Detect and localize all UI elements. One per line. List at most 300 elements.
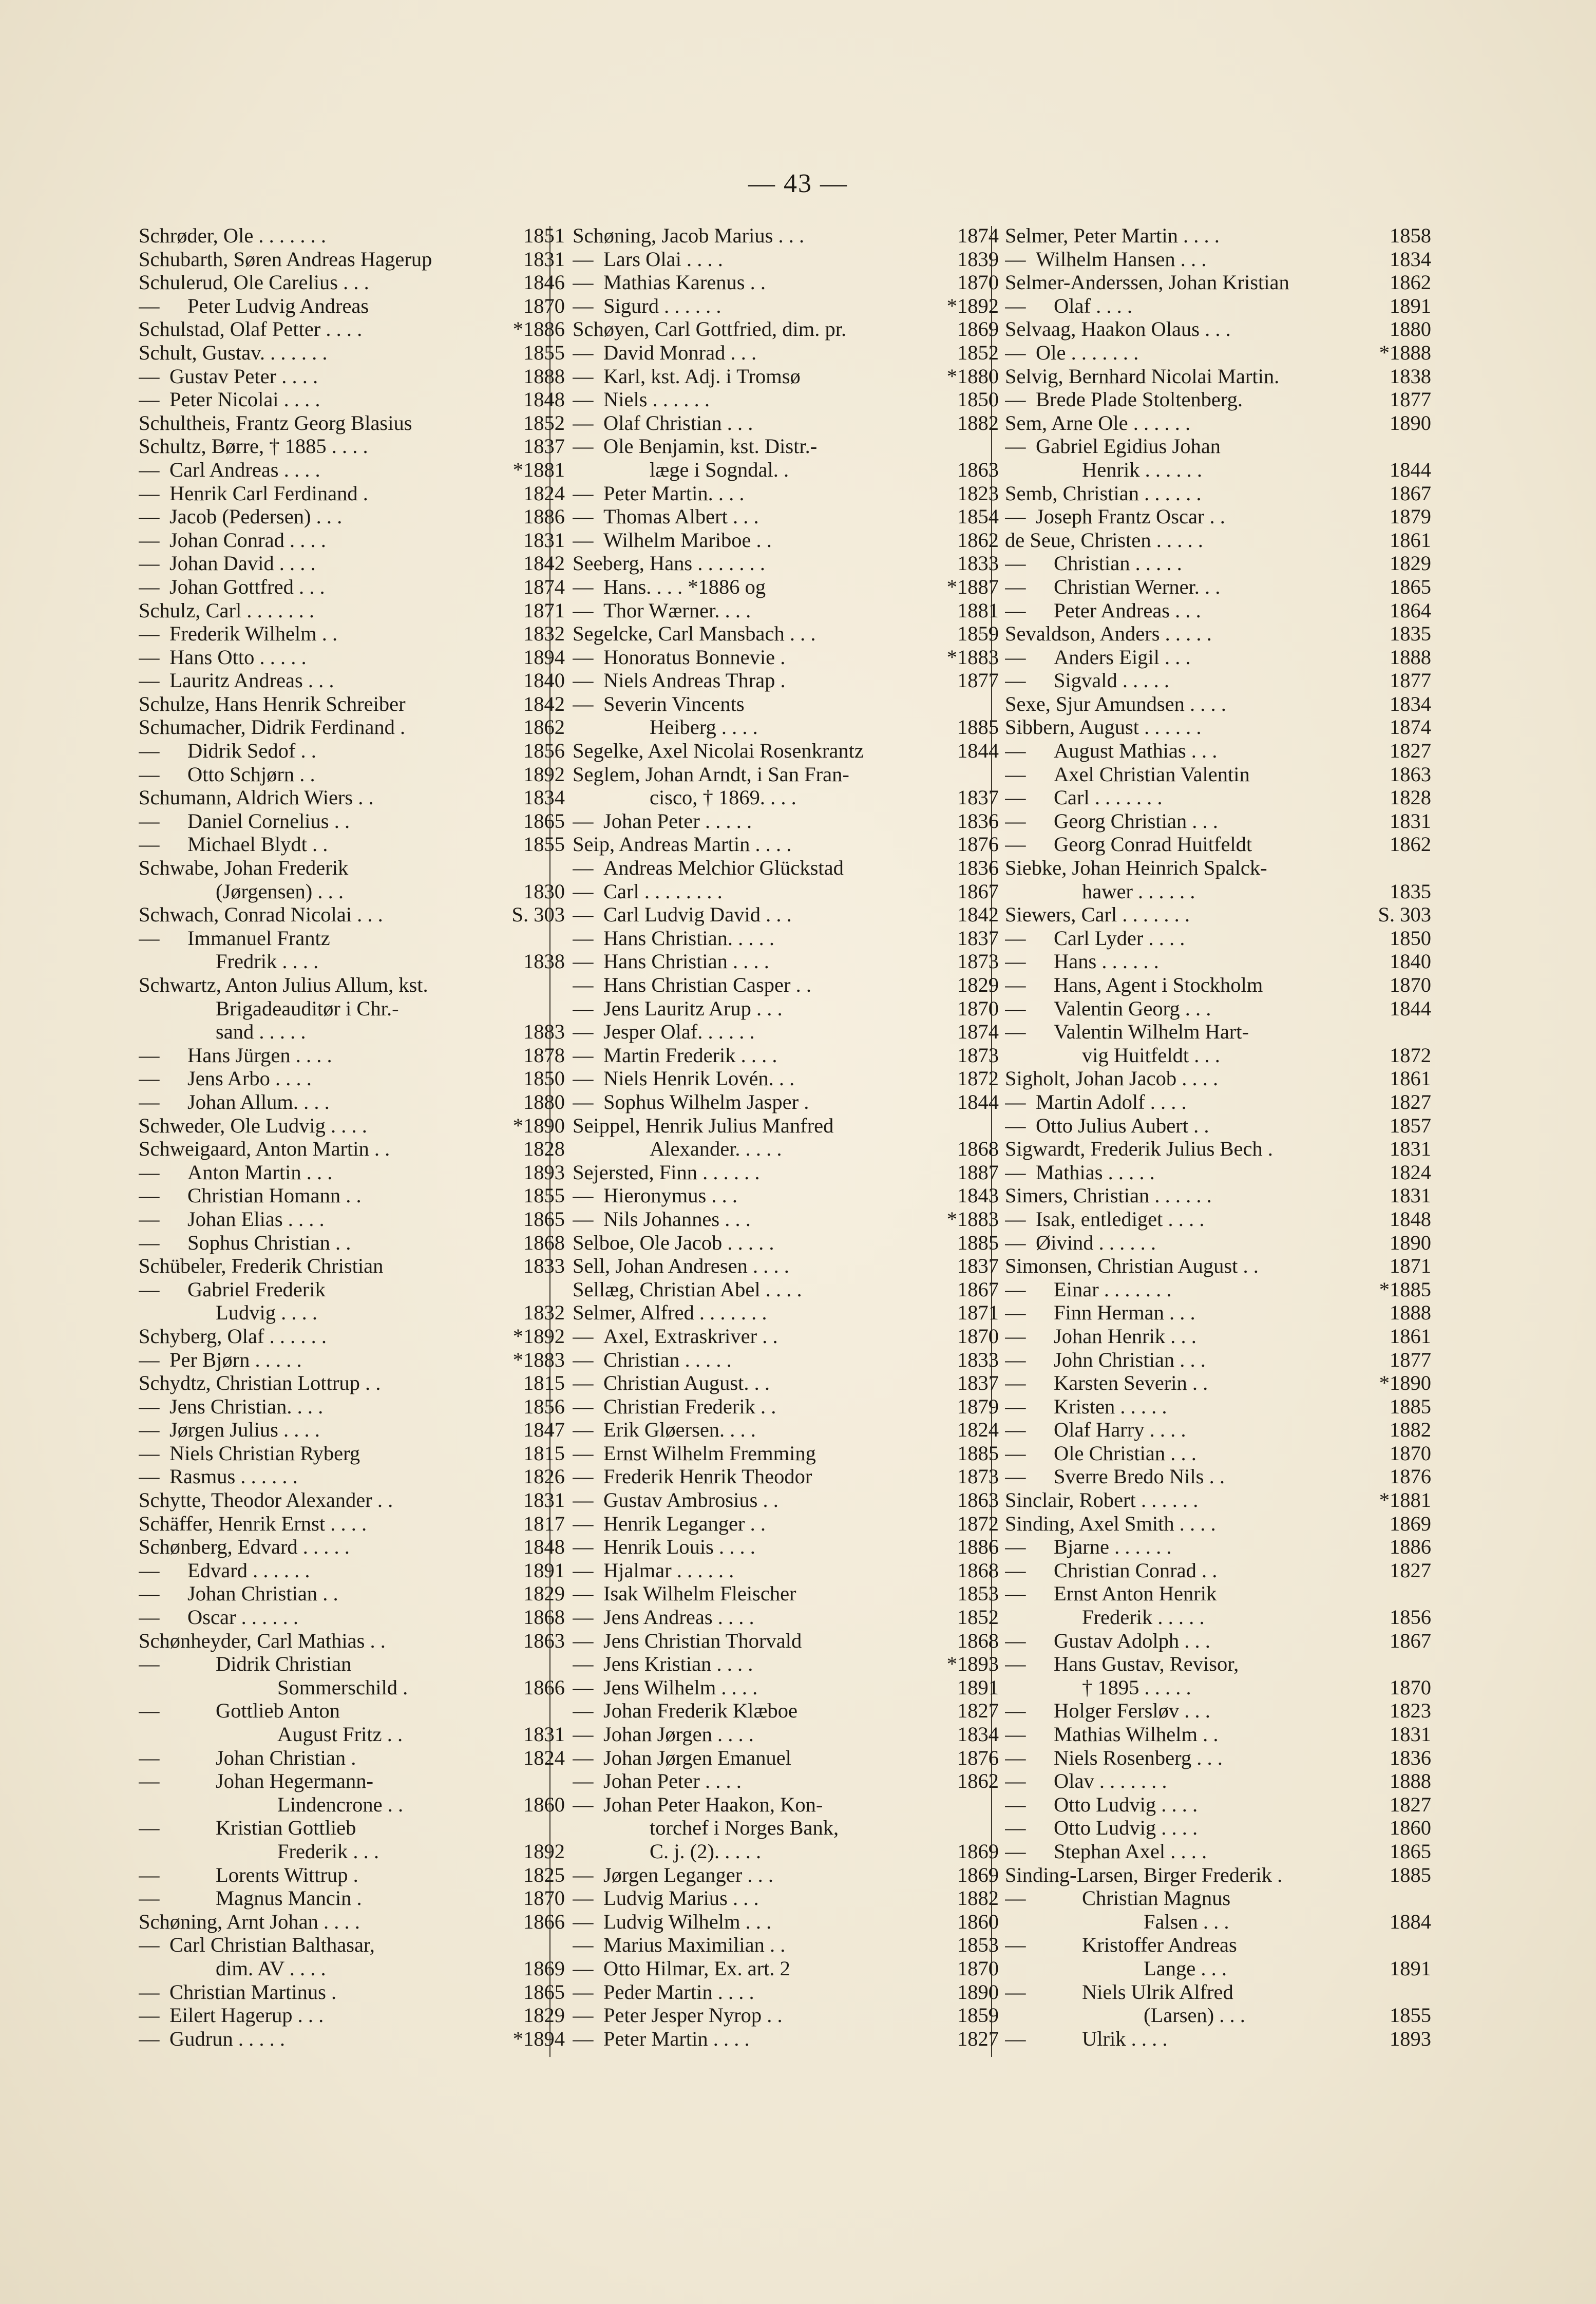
entry-year: 1882 <box>957 1886 999 1910</box>
ditto-dash <box>573 505 603 528</box>
entry-year: *1885 <box>1379 1277 1431 1301</box>
entry-name: Sigwardt, Frederik Julius Bech . <box>1005 1137 1273 1161</box>
index-entry <box>1005 341 1431 365</box>
index-entry <box>139 1980 565 2004</box>
entry-name: Georg Conrad Huitfeldt <box>1054 833 1252 856</box>
ditto-dash <box>1005 927 1054 950</box>
index-entry <box>573 458 999 482</box>
entry-year: *1883 <box>512 1348 565 1371</box>
index-entry <box>1005 1606 1431 1629</box>
entry-year: 1870 <box>1390 973 1431 996</box>
entry-name: Gudrun . . . . . <box>169 2027 285 2050</box>
entry-name: Schytte, Theodor Alexander . . <box>139 1488 393 1512</box>
ditto-dash <box>139 482 169 505</box>
index-entry <box>573 1980 999 2004</box>
index-entry <box>573 1465 999 1488</box>
entry-name: Isak, entlediget . . . . <box>1036 1207 1205 1231</box>
entry-name: Hans, Agent i Stockholm <box>1054 973 1263 996</box>
index-entry <box>1005 599 1431 622</box>
ditto-dash <box>573 1957 603 1980</box>
entry-name: Joseph Frantz Oscar . . <box>1036 505 1225 528</box>
entry-name: August Mathias . . . <box>1054 739 1218 763</box>
entry-year: 1817 <box>523 1512 565 1535</box>
index-entry <box>573 365 999 388</box>
ditto-dash <box>573 1559 603 1582</box>
entry-name: Jens Kristian . . . . <box>603 1652 753 1676</box>
entry-year: 1891 <box>1390 294 1431 317</box>
entry-name: Christian Frederik . . <box>603 1394 776 1418</box>
ditto-dash <box>1005 786 1054 809</box>
entry-name: Ole Christian . . . <box>1054 1441 1196 1465</box>
entry-name: Schulerud, Ole Carelius . . . <box>139 271 369 294</box>
entry-name: Schydtz, Christian Lottrup . . <box>139 1371 381 1395</box>
index-entry <box>139 1254 565 1278</box>
index-entry <box>139 1371 565 1395</box>
index-entry <box>139 294 565 318</box>
entry-name: Schulze, Hans Henrik Schreiber <box>139 692 406 715</box>
entry-year: 1846 <box>523 271 565 294</box>
index-entry <box>1005 1301 1431 1325</box>
entry-year: 1886 <box>523 505 565 528</box>
entry-name: Peder Martin . . . . <box>603 1980 754 2004</box>
entry-year: 1885 <box>957 1231 999 1254</box>
entry-year: *1888 <box>1379 341 1431 364</box>
index-entry <box>1005 1114 1431 1138</box>
ditto-dash <box>1005 1652 1054 1676</box>
index-entry <box>139 1020 565 1044</box>
entry-name: Stephan Axel . . . . <box>1054 1839 1207 1863</box>
index-entry <box>573 786 999 809</box>
entry-year: 1836 <box>957 809 999 833</box>
index-entry <box>1005 248 1431 271</box>
entry-year: 1828 <box>1390 786 1431 809</box>
ditto-dash <box>139 1980 169 2004</box>
entry-year: 1866 <box>523 1675 565 1699</box>
index-entry <box>1005 669 1431 692</box>
ditto-dash <box>139 1886 216 1910</box>
entry-name: Seglem, Johan Arndt, i San Fran- <box>573 762 849 786</box>
index-entry <box>573 1512 999 1536</box>
ditto-dash <box>573 1723 603 1746</box>
index-entry <box>1005 880 1431 903</box>
ditto-dash <box>573 646 603 669</box>
ditto-dash <box>573 294 603 318</box>
index-entry <box>139 1793 565 1817</box>
ditto-dash <box>573 1418 603 1442</box>
entry-name: Thor Wærner. . . . <box>603 598 751 622</box>
entry-name: Olaf Harry . . . . <box>1054 1418 1186 1442</box>
index-entry <box>1005 1044 1431 1067</box>
ditto-dash <box>1005 1442 1054 1465</box>
ditto-dash <box>1005 1231 1036 1255</box>
entry-name: Simonsen, Christian August . . <box>1005 1254 1259 1278</box>
ditto-dash <box>573 997 603 1021</box>
entry-name: C. j. (2). . . . . <box>650 1839 762 1863</box>
index-entry <box>139 669 565 692</box>
entry-name: Gustav Ambrosius . . <box>603 1488 778 1512</box>
index-entry <box>139 1582 565 1606</box>
entry-name: Sexe, Sjur Amundsen . . . . <box>1005 692 1226 715</box>
index-entry <box>573 2004 999 2027</box>
entry-name: Valentin Georg . . . <box>1054 996 1211 1020</box>
ditto-dash <box>139 927 187 950</box>
entry-year: 1868 <box>523 1231 565 1254</box>
entry-name: Eilert Hagerup . . . <box>169 2004 324 2027</box>
entry-year: 1855 <box>523 1184 565 1207</box>
entry-name: Sibbern, August . . . . . . <box>1005 715 1202 739</box>
entry-name: Sinding, Axel Smith . . . . <box>1005 1512 1216 1535</box>
entry-name: cisco, † 1869. . . . <box>650 786 796 809</box>
entry-name: Carl Ludvig David . . . <box>603 903 792 927</box>
index-entry <box>1005 1137 1431 1161</box>
entry-year: 1891 <box>523 1558 565 1582</box>
ditto-dash <box>573 1020 603 1044</box>
ditto-dash <box>139 552 169 575</box>
index-entry <box>1005 365 1431 388</box>
entry-year: *1883 <box>946 1207 999 1231</box>
entry-name: Michael Blydt . . <box>187 833 328 856</box>
entry-name: Johan Jørgen . . . . <box>603 1723 754 1746</box>
entry-year: *1892 <box>946 294 999 317</box>
index-entry <box>1005 715 1431 739</box>
entry-name: Sophus Wilhelm Jasper . <box>603 1090 809 1113</box>
ditto-dash <box>573 1676 603 1699</box>
entry-name: Schweigaard, Anton Martin . . <box>139 1137 390 1161</box>
index-entry <box>1005 1793 1431 1817</box>
index-entry <box>573 1418 999 1442</box>
ditto-dash <box>139 1582 187 1606</box>
index-entry <box>573 646 999 669</box>
entry-year: 1829 <box>523 1582 565 1606</box>
index-entry <box>1005 1699 1431 1723</box>
entry-year: 1868 <box>957 1558 999 1582</box>
entry-name: Severin Vincents <box>603 692 745 715</box>
ditto-dash <box>573 1746 603 1770</box>
entry-year: 1831 <box>523 247 565 271</box>
entry-year: *1880 <box>946 364 999 388</box>
entry-year: 1868 <box>523 1606 565 1629</box>
entry-name: Hans. . . . *1886 og <box>603 575 766 598</box>
entry-name: Ludvig . . . . <box>216 1301 317 1325</box>
entry-name: Schøning, Jacob Marius . . . <box>573 224 805 247</box>
entry-year: 1857 <box>1390 1113 1431 1137</box>
entry-year: 1888 <box>1390 1301 1431 1325</box>
entry-year: 1867 <box>957 879 999 903</box>
ditto-dash <box>573 950 603 973</box>
ditto-dash <box>139 294 187 318</box>
index-entry <box>573 997 999 1021</box>
entry-year: 1865 <box>523 809 565 833</box>
ditto-dash <box>139 1067 187 1090</box>
ditto-dash <box>139 622 169 646</box>
index-entry <box>139 856 565 880</box>
index-entry <box>1005 317 1431 341</box>
index-entry <box>139 1840 565 1863</box>
entry-name: Peter Jesper Nyrop . . <box>603 2004 783 2027</box>
index-entry <box>139 1231 565 1255</box>
entry-name: Christian August. . . <box>603 1371 770 1395</box>
entry-year: 1893 <box>1390 2027 1431 2050</box>
index-entry <box>1005 856 1431 880</box>
entry-year: 1844 <box>957 739 999 763</box>
ditto-dash <box>1005 1161 1036 1184</box>
entry-year: 1842 <box>523 692 565 715</box>
ditto-dash <box>1005 388 1036 411</box>
index-entry <box>139 552 565 575</box>
index-entry <box>573 271 999 294</box>
entry-name: Johan Peter . . . . <box>603 1769 742 1793</box>
entry-name: Segelke, Axel Nicolai Rosenkrantz <box>573 739 864 763</box>
index-entry <box>573 294 999 318</box>
entry-year: 1837 <box>957 1371 999 1395</box>
entry-name: Peter Andreas . . . <box>1054 598 1201 622</box>
entry-year: 1870 <box>1390 1441 1431 1465</box>
entry-name: Otto Julius Aubert . . <box>1036 1113 1209 1137</box>
ditto-dash <box>1005 763 1054 786</box>
ditto-dash <box>1005 1886 1082 1910</box>
entry-name: Henrik Leganger . . <box>603 1512 766 1535</box>
entry-year: 1848 <box>523 388 565 411</box>
entry-name: Kristen . . . . . <box>1054 1394 1167 1418</box>
entry-name: Schwabe, Johan Frederik <box>139 856 349 880</box>
index-entry <box>573 903 999 927</box>
index-entry <box>573 715 999 739</box>
entry-name: Niels Rosenberg . . . <box>1054 1746 1223 1769</box>
entry-name: Schultheis, Frantz Georg Blasius <box>139 411 412 435</box>
index-entry <box>573 1559 999 1582</box>
index-entry <box>1005 1512 1431 1536</box>
index-entry <box>139 1699 565 1723</box>
ditto-dash <box>573 1325 603 1348</box>
index-entry <box>1005 973 1431 997</box>
entry-year: 1869 <box>957 1863 999 1886</box>
entry-name: Falsen . . . <box>1144 1910 1229 1933</box>
ditto-dash <box>573 880 603 903</box>
entry-name: Schøyen, Carl Gottfried, dim. pr. <box>573 317 847 341</box>
index-entry <box>1005 809 1431 833</box>
entry-name: Einar . . . . . . . <box>1054 1277 1172 1301</box>
entry-name: Niels Christian Ryberg <box>169 1441 360 1465</box>
ditto-dash <box>573 1348 603 1372</box>
ditto-dash <box>139 1418 169 1442</box>
entry-year: 1862 <box>1390 271 1431 294</box>
entry-name: Sejersted, Finn . . . . . . <box>573 1160 760 1184</box>
ditto-dash <box>573 1582 603 1606</box>
index-entry <box>139 1325 565 1348</box>
entry-year: 1873 <box>957 1043 999 1067</box>
index-entry <box>573 1699 999 1723</box>
index-entry <box>1005 1442 1431 1465</box>
entry-name: Peter Martin . . . . <box>603 2027 750 2050</box>
entry-year: 1877 <box>957 669 999 692</box>
index-entry <box>1005 1184 1431 1207</box>
ditto-dash <box>139 388 169 411</box>
entry-year: 1886 <box>1390 1535 1431 1559</box>
index-entry <box>139 833 565 856</box>
entry-name: Johan Jørgen Emanuel <box>603 1746 791 1769</box>
index-entry <box>1005 1652 1431 1676</box>
entry-year: 1824 <box>523 1746 565 1769</box>
index-entry <box>139 388 565 411</box>
entry-name: Henrik Louis . . . . <box>603 1535 755 1559</box>
index-entry <box>139 739 565 763</box>
entry-year: 1877 <box>1390 669 1431 692</box>
ditto-dash <box>139 505 169 528</box>
entry-name: Schweder, Ole Ludvig . . . . <box>139 1113 367 1137</box>
entry-year: 1827 <box>1390 1090 1431 1113</box>
entry-year: 1874 <box>1390 715 1431 739</box>
entry-name: dim. AV . . . . <box>216 1956 326 1980</box>
index-entry <box>139 997 565 1021</box>
index-entry <box>139 1207 565 1231</box>
index-entry <box>1005 1957 1431 1980</box>
entry-year: 1829 <box>523 2004 565 2027</box>
index-entry <box>139 2027 565 2051</box>
entry-name: Johan Peter Haakon, Kon- <box>603 1792 823 1816</box>
ditto-dash <box>1005 1699 1054 1723</box>
entry-year: 1831 <box>523 1488 565 1512</box>
entry-year: 1866 <box>523 1910 565 1933</box>
ditto-dash <box>573 1465 603 1488</box>
entry-name: Mathias Wilhelm . . <box>1054 1723 1219 1746</box>
index-entry <box>573 1090 999 1114</box>
entry-year: *1892 <box>512 1324 565 1348</box>
index-entry <box>139 1442 565 1465</box>
entry-name: Otto Ludvig . . . . <box>1054 1792 1198 1816</box>
ditto-dash <box>139 1465 169 1488</box>
entry-name: Gabriel Egidius Johan <box>1036 435 1221 458</box>
entry-name: Anton Martin . . . <box>187 1160 333 1184</box>
entry-year: 1862 <box>1390 833 1431 856</box>
index-entry <box>573 1535 999 1559</box>
entry-name: Lars Olai . . . . <box>603 247 723 271</box>
ditto-dash <box>139 575 169 599</box>
ditto-dash <box>573 248 603 271</box>
entry-name: Ulrik . . . . <box>1082 2027 1168 2050</box>
ditto-dash <box>1005 646 1054 669</box>
index-entry <box>1005 1278 1431 1301</box>
index-entry <box>573 1840 999 1863</box>
index-entry <box>1005 833 1431 856</box>
index-entry <box>1005 435 1431 458</box>
index-entry <box>573 692 999 716</box>
ditto-dash <box>573 1886 603 1910</box>
ditto-dash <box>1005 1746 1054 1770</box>
index-entry <box>1005 1559 1431 1582</box>
entry-year: 1852 <box>523 411 565 435</box>
entry-name: Johan David . . . . <box>169 552 316 575</box>
entry-name: Johan Peter . . . . . <box>603 809 752 833</box>
entry-name: Nils Johannes . . . <box>603 1207 751 1231</box>
ditto-dash <box>573 1535 603 1559</box>
ditto-dash <box>1005 1395 1054 1419</box>
ditto-dash <box>573 411 603 435</box>
entry-name: Schäffer, Henrik Ernst . . . . <box>139 1512 367 1535</box>
index-entry <box>1005 1723 1431 1746</box>
entry-year: 1853 <box>957 1582 999 1606</box>
entry-year: 1890 <box>1390 411 1431 435</box>
index-entry <box>139 1465 565 1488</box>
ditto-dash <box>573 1910 603 1934</box>
ditto-dash <box>139 1184 187 1207</box>
ditto-dash <box>139 1863 216 1887</box>
entry-name: Wilhelm Hansen . . . <box>1036 247 1207 271</box>
index-entry <box>139 482 565 505</box>
entry-name: Jens Lauritz Arup . . . <box>603 996 783 1020</box>
entry-year: 1888 <box>523 364 565 388</box>
index-entry <box>573 1184 999 1207</box>
ditto-dash <box>1005 1933 1082 1957</box>
index-entry <box>573 1301 999 1325</box>
entry-year: 1848 <box>1390 1207 1431 1231</box>
entry-name: Schwartz, Anton Julius Allum, kst. <box>139 973 428 996</box>
ditto-dash <box>1005 1559 1054 1582</box>
entry-name: (Jørgensen) . . . <box>216 879 344 903</box>
entry-year: 1839 <box>957 247 999 271</box>
index-entry <box>139 575 565 599</box>
entry-year: 1829 <box>957 973 999 996</box>
ditto-dash <box>139 1746 216 1770</box>
entry-name: Schulstad, Olaf Petter . . . . <box>139 317 363 341</box>
entry-year: 1891 <box>1390 1956 1431 1980</box>
entry-year: 1837 <box>957 786 999 809</box>
index-entry <box>139 1559 565 1582</box>
entry-year: *1886 <box>512 317 565 341</box>
ditto-dash <box>139 669 169 692</box>
entry-year: 1834 <box>1390 692 1431 715</box>
entry-name: torchef i Norges Bank, <box>650 1816 839 1840</box>
index-entry <box>1005 271 1431 294</box>
entry-name: Martin Frederik . . . . <box>603 1043 777 1067</box>
entry-year: 1834 <box>1390 247 1431 271</box>
ditto-dash <box>573 482 603 505</box>
page-number: — 43 — <box>748 169 848 198</box>
entry-year: 1887 <box>957 1160 999 1184</box>
entry-name: Johan Christian . . <box>187 1582 338 1606</box>
entry-year: 1867 <box>1390 481 1431 505</box>
ditto-dash <box>573 1442 603 1465</box>
index-entry <box>1005 1676 1431 1699</box>
ditto-dash <box>1005 1418 1054 1442</box>
entry-year: 1844 <box>1390 458 1431 481</box>
index-column-3 <box>1005 224 1431 2050</box>
entry-name: Bjarne . . . . . . <box>1054 1535 1172 1559</box>
entry-year: 1848 <box>523 1535 565 1559</box>
ditto-dash <box>139 1816 216 1840</box>
ditto-dash <box>573 1980 603 2004</box>
entry-name: Olaf Christian . . . <box>603 411 753 435</box>
entry-name: Selmer, Alfred . . . . . . . <box>573 1301 767 1325</box>
entry-name: Schrøder, Ole . . . . . . . <box>139 224 327 247</box>
entry-name: Henrik Carl Ferdinand . <box>169 481 368 505</box>
index-entry <box>139 224 565 248</box>
index-entry <box>573 1137 999 1161</box>
ditto-dash <box>573 528 603 552</box>
ditto-dash <box>573 1933 603 1957</box>
entry-name: Otto Ludvig . . . . <box>1054 1816 1198 1840</box>
ditto-dash <box>573 1488 603 1512</box>
index-entry <box>139 528 565 552</box>
index-entry <box>1005 575 1431 599</box>
ditto-dash <box>139 2004 169 2027</box>
index-entry <box>139 1114 565 1138</box>
index-entry <box>139 1278 565 1301</box>
entry-name: Heiberg . . . . <box>650 715 758 739</box>
entry-year: 1869 <box>1390 1512 1431 1535</box>
entry-name: Honoratus Bonnevie . <box>603 645 786 669</box>
ditto-dash <box>139 1207 187 1231</box>
index-entry <box>573 973 999 997</box>
